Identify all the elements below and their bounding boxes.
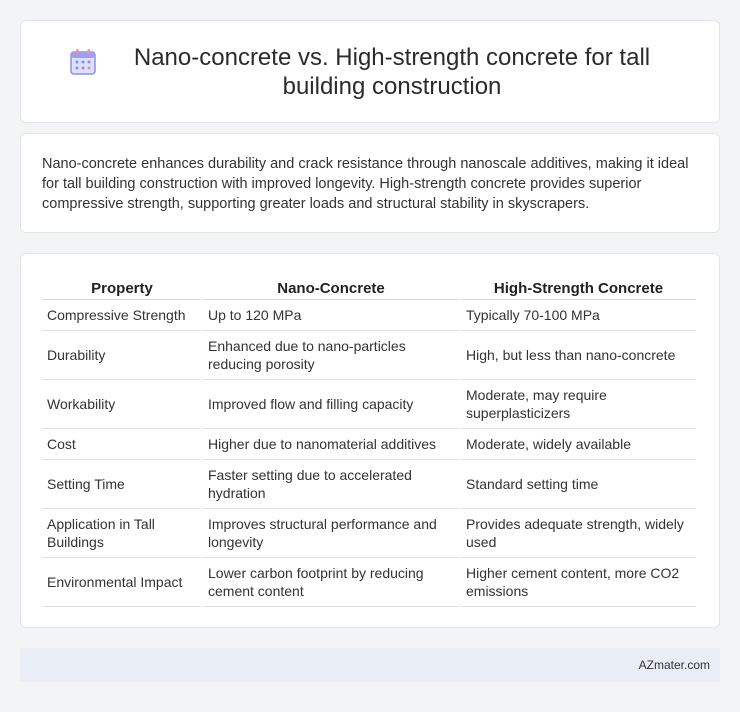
header-nano-concrete: Nano-Concrete	[202, 274, 460, 299]
row-high-strength-value: Standard setting time	[460, 459, 697, 508]
row-nano-value: Improved flow and filling capacity	[202, 379, 460, 428]
row-property: Workability	[42, 379, 202, 428]
title-card	[20, 20, 720, 123]
row-high-strength-value: High, but less than nano-concrete	[460, 330, 697, 379]
comparison-table-card	[20, 253, 720, 628]
footer-source: AZmater.com	[638, 658, 710, 672]
row-high-strength-value: Higher cement content, more CO2 emissions	[460, 557, 697, 606]
row-nano-value: Higher due to nanomaterial additives	[202, 428, 460, 459]
row-high-strength-value: Provides adequate strength, widely used	[460, 508, 697, 557]
table-row	[42, 379, 697, 428]
row-nano-value: Enhanced due to nano-particles reducing porosity	[202, 330, 460, 379]
summary-card	[20, 133, 720, 233]
table-row	[42, 299, 697, 330]
header-high-strength-concrete: High-Strength Concrete	[460, 274, 697, 299]
row-property: Application in Tall Buildings	[42, 508, 202, 557]
row-high-strength-value: Typically 70-100 MPa	[460, 299, 697, 330]
title-wrap	[28, 43, 712, 101]
row-property: Durability	[42, 330, 202, 379]
header-property: Property	[42, 274, 202, 299]
table-row	[42, 330, 697, 379]
row-high-strength-value: Moderate, may require superplasticizers	[460, 379, 697, 428]
comparison-table	[42, 274, 698, 607]
row-property: Setting Time	[42, 459, 202, 508]
table-row	[42, 508, 697, 557]
table-row	[42, 428, 697, 459]
table-header-row	[42, 274, 697, 299]
row-nano-value: Improves structural performance and longevity	[202, 508, 460, 557]
row-property: Compressive Strength	[42, 299, 202, 330]
table-row	[42, 557, 697, 606]
summary-text: Nano-concrete enhances durability and crack resistance through nanoscale additives, making it ideal for tall building construction with improved longevity. High-strength concrete provides superior compressive strength, supporting greater loads and structural stability in skyscrapers.	[42, 156, 689, 212]
footer	[20, 648, 720, 682]
calendar-icon	[68, 47, 98, 77]
row-nano-value: Faster setting due to accelerated hydration	[202, 459, 460, 508]
row-high-strength-value: Moderate, widely available	[460, 428, 697, 459]
row-property: Environmental Impact	[42, 557, 202, 606]
page-title: Nano-concrete vs. High-strength concrete for tall building construction	[133, 43, 651, 100]
row-nano-value: Up to 120 MPa	[202, 299, 460, 330]
row-property: Cost	[42, 428, 202, 459]
row-nano-value: Lower carbon footprint by reducing cement content	[202, 557, 460, 606]
table-row	[42, 459, 697, 508]
